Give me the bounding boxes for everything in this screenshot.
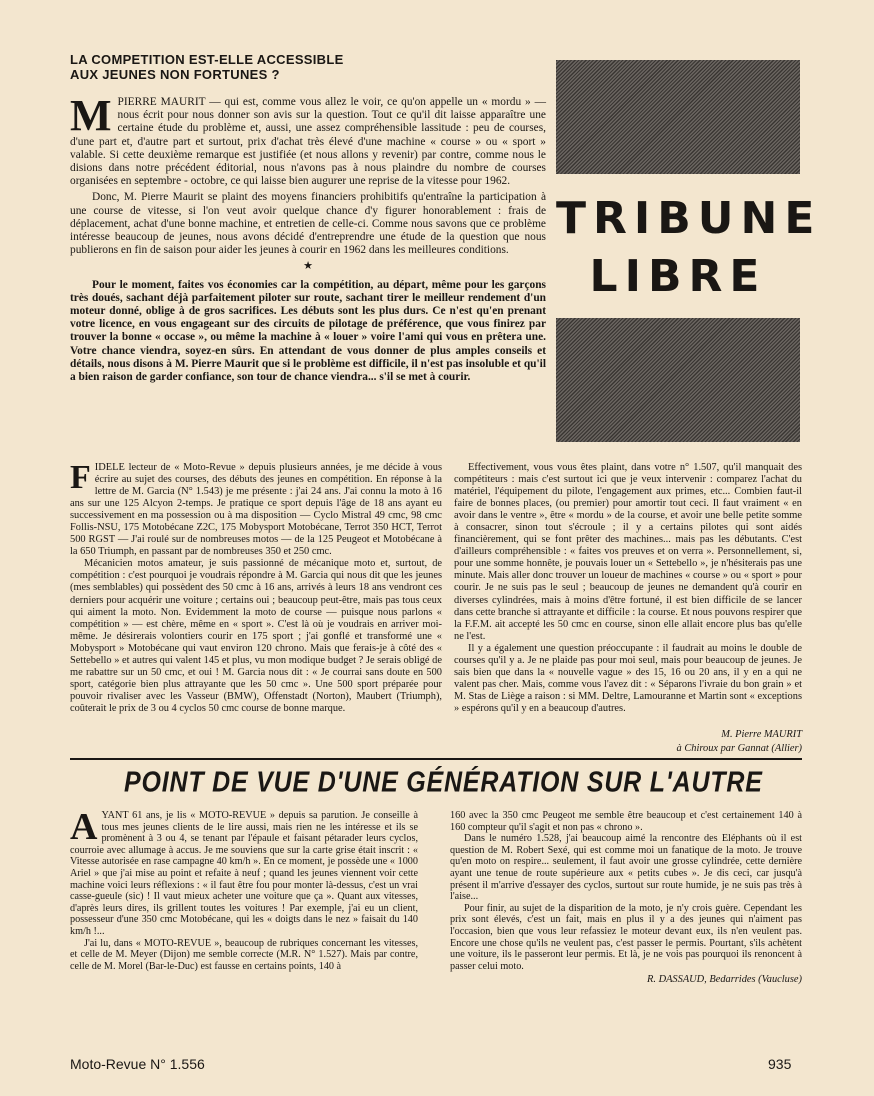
article-title [70, 52, 490, 82]
editorial-paragraph-2: Donc, M. Pierre Maurit se plaint des moyens financiers prohibitifs qu'entraîne la participation à une course de vitesse, si l'on veut avoir quelque chance d'y figurer honorablement : frais de déplacement, achat d'une bonne machine, et entretien de celle-ci. Comme nous savons que ce problème intéresse beaucoup de jeunes, nous avons décidé d'entreprendre une étude de la question que nous publierons en fin de saison pour aider les jeunes à courir en 1962 dans les meilleures conditions. [70, 191, 546, 257]
hatched-block-bottom [556, 318, 800, 442]
letter-column-left [70, 459, 442, 715]
banner-line-2: LIBRE [589, 251, 767, 302]
letter-paragraph-2: Mécanicien motos amateur, je suis passionné de mécanique moto et, surtout, de compétition : c'est pourquoi je voudrais répondre à M. Garcia qui nous dit que les jeunes (mes semblables) qui possèdent des 50 cmc à 16 ans, arrivés à leurs 18 ans vendront ces derniers pour acquérir une voiture ; certains oui ; beaucoup peut-être, mais pas tous ceux qui aiment la moto. Non. Evidemment la moto de course — puisque nous parlons « compétition » — est chère, même en « sport ». C'est là où je voudrais en arriver moi-même. Je désirerais volontiers courir en 175 sport ; j'ai gonflé et transformé une « Mobysport » Motobécane qui vaut environ 120 chrono. Mais que ferais-je à côté des « Settebello » et autres qui valent 145 et plus, vu mon modique budget ? Je serais obligé de me rabattre sur un 50 cmc, et oui ! M. Garcia nous dit : « Je courrai sans doute en 500 sport, catégorie bien plus attrayante que les 50 cmc ». Une 500 sport préparée pour pouvoir rivaliser avec les Vasseur (BMW), Offenstadt (Norton), Maubert (Triumph), coûterait le prix de 3 ou 4 cyclos 50 cmc course de bonne marque. [70, 558, 442, 714]
letter-dropcap: F [70, 459, 91, 496]
page-number: 935 [768, 1056, 792, 1072]
editorial-dropcap: M [70, 91, 112, 140]
generation-title: POINT DE VUE D'UNE GÉNÉRATION SUR L'AUTRE [124, 766, 763, 799]
editorial-paragraph-1-text: PIERRE MAURIT — qui est, comme vous allez le voir, ce qu'on appelle un « mordu » — nous écrit pour nous donner son avis sur la question. Tout ce qu'il dit laisse apparaître une certaine étude du problème et, aussi, une assez compréhensible lassitude : peu de courses, d'une part et, d'autre part et surtout, prix d'achat très élevé d'une machine « course » ou « sport » valable. Si cette deuxième remarque est justifiée (et nous allons y revenir) par contre, comme nous le disions dans notre précédent éditorial, nous n'avons pas à nous plaindre du nombre de courses organisées en septembre - octobre, ce qui laisse bien augurer une reprise de la vitesse pour 1962. [70, 96, 546, 188]
editorial-paragraph-3: Pour le moment, faites vos économies car la compétition, au départ, même pour les garçons très doués, sachant déjà parfaitement piloter sur route, sachant tirer le meilleur rendement d'un moteur donné, oblige à de gros sacrifices. Les débuts sont les plus durs. Ce n'est qu'en prenant votre licence, en vous engageant sur des circuits de pilotage de préférence, que vous finirez par trouver la bonne « occase », ou même la machine à « louer » voire l'ami qui vous en prêtera une. Votre chance viendra, soyez-en sûrs. En attendant de vous donner de plus amples conseils et détails, nous disons à M. Pierre Maurit que si le problème est difficile, il n'est pas insoluble et qu'il a bien raison de garder confiance, son tour de chance viendra... s'il se met à courir. [70, 278, 546, 384]
magazine-issue-footer: Moto-Revue N° 1.556 [70, 1056, 205, 1072]
article-title-line-2: AUX JEUNES NON FORTUNES ? [70, 67, 280, 82]
generation-signature: R. DASSAUD, Bedarrides (Vaucluse) [647, 974, 802, 986]
editorial-paragraph-1 [70, 91, 546, 188]
star-separator: ★ [303, 260, 313, 273]
letter-paragraph-1-text: IDELE lecteur de « Moto-Revue » depuis plusieurs années, je me décide à vous écrire au sujet des courses, des débuts des jeunes en compétition. En réponse à la lettre de M. Garcia (N° 1.543) je me présente : j'ai 24 ans. J'ai connu la moto à 16 ans sur une 125 Alcyon 2-temps. Je pratique ce sport depuis l'âge de 18 ans ayant eu successivement en ma possession ou à ma disposition — Cyclo Mistral 49 cmc, 98 cmc Follis-NSU, 175 Motobécane Z2C, 175 Mobysport Motobécane, Terrot 350 HCT, Terrot 500 RGST — J'ai roulé sur de nombreuses motos — de la 125 Peugeot et Motobécane à la 650 Triumph, en passant par de nombreuses 350 et 250 cmc. [70, 462, 442, 558]
letter-signature: M. Pierre MAURIT [721, 728, 802, 740]
hatched-block-top [556, 60, 800, 174]
generation-dropcap: A [70, 806, 98, 848]
generation-paragraph-1 [70, 806, 418, 938]
letter-column-right [454, 462, 802, 755]
generation-paragraph-2: J'ai lu, dans « MOTO-REVUE », beaucoup de rubriques concernant les vitesses, et celle de M. Meyer (Dijon) me semble correcte (M.R. N° 1.527). Mais par contre, celle de M. Morel (Bar-le-Duc) est fausse en certains points, 140 à [70, 937, 418, 972]
generation-column-right [450, 810, 802, 986]
letter-paragraph-3: Effectivement, vous vous êtes plaint, dans votre n° 1.507, qu'il manquait des compétiteurs : mais c'est surtout ici que je veux intervenir : comparez l'achat du matériel, l'équipement du pilote, l'engagement aux primes, etc... Combien faut-il faire de bonnes places, (ou premier) pour amortir tout ceci. Il faut vraiment « en avoir dans le ventre », être « mordu » de la course, et avoir une belle petite somme à consacrer, sinon tout s'écroule ; il y a certains pilotes qui sont aidés financièrement, qui se font prêter des machines... mais pas les débutants. C'est d'ailleurs compréhensible : « faites vos preuves et on verra ». Personnellement, si, pour une somme honnête, je pouvais louer un « Settebello », je n'hésiterais pas une minute. Mais aller donc trouver un loueur de machines « course » ou « sport » pour courir. Je ne suis pas le seul ; beaucoup de jeunes ne demandent qu'à courir en diverses cylindrées, mais à moins d'être fortuné, il est bien difficile de se lancer dans cette branche si attrayante et difficile : la course. Et nous pouvons respirer que la F.F.M. ait accepté les 50 cmc en course, sinon elle allait encore plus bas qu'elle ne l'est. [454, 462, 802, 642]
generation-paragraph-1-text: YANT 61 ans, je lis « MOTO-REVUE » depuis sa parution. Je conseille à tous mes jeunes clients de le lire aussi, mais rien ne les intéresse et ils se promènent à 3 ou 4, se tenant par l'épaule et faisant pétarader leurs cyclos, courroie avec allumage à accus. Je me souviens que sur la carte grise était inscrit : « Vitesse autorisée en rase campagne 40 km/h ». En ce moment, je possède une « 1000 Ariel » que j'ai mise au point et refaite à neuf ; quand les jeunes viennent voir cette machine voici leurs réflexions : « il faut être fou pour monter là-dessus, c'est un vrai casse-gueule (sic) ! Il vaut mieux acheter une voiture que ça ». Quant aux vitesses, d'après leurs dires, ils grillent toutes les voitures ! Par exemple, j'ai eu un client, possesseur d'une 350 cmc Motobécane, qui les « doigts dans le nez » faisait du 140 km/h !... [70, 810, 418, 937]
generation-column-left [70, 806, 418, 972]
article-title-line-1: LA COMPETITION EST-ELLE ACCESSIBLE [70, 52, 344, 67]
letter-paragraph-4: Il y a également une question préoccupante : il faudrait au moins le double de courses qu'il y a. Je ne plaide pas pour moi seul, mais pour beaucoup de jeunes. Je sais bien que dans la « nouvelle vague » des 15, 16 ou 20 ans, il y en a qui ne valent pas cher. Mais, comme vous l'avez dit : « Séparons l'ivraie du bon grain » et M. Stas de Liège a raison : si MM. Deltre, Lamouranne et Martin sont « exceptions » espérons qu'il y en a beaucoup d'autres. [454, 642, 802, 714]
tribune-libre-banner [556, 190, 822, 306]
banner-line-1: TRIBUNE [556, 193, 822, 244]
generation-paragraph-3: 160 avec la 350 cmc Peugeot me semble être beaucoup et c'est certainement 140 à 160 compteur qu'il s'agit et non pas « chrono ». [450, 810, 802, 833]
generation-paragraph-5: Pour finir, au sujet de la disparition de la moto, je n'y crois guère. Cependant les prix sont élevés, c'est un fait, mais en plus il y a des jeunes qui n'aiment pas l'occasion, bien que vous leur refassiez le moteur devant eux, ils n'en veulent pas. Encore une chose qu'ils ne veulent pas, c'est passer le permis. Pourtant, s'ils achètent une voiture, ils le passeront leur permis. Et là, je ne vois pas pourquoi ils renoncent à passer celui moto. [450, 902, 802, 972]
letter-location: à Chiroux par Gannat (Allier) [676, 743, 802, 755]
section-rule [70, 758, 802, 760]
letter-paragraph-1 [70, 459, 442, 558]
generation-paragraph-4: Dans le numéro 1.528, j'ai beaucoup aimé la rencontre des Eléphants où il est question de M. Robert Sexé, qui est comme moi un fanatique de la moto. Je trouve qu'en moto on respire... seulement, il faut avoir une grosse cylindrée, cette dernière ayant une tenue de route supérieure aux « petits cubes ». Je dis ceci, car jusqu'à présent il m'arrive d'essayer des cyclos, surtout sur route humide, je ne suis pas très à l'aise... [450, 833, 802, 903]
editorial-column [70, 91, 546, 387]
